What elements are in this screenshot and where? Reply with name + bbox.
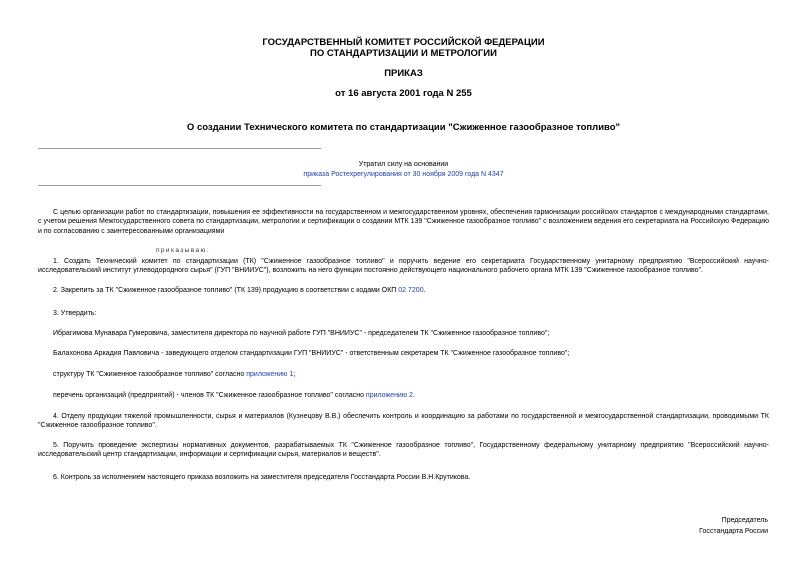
- document-type: ПРИКАЗ: [384, 68, 423, 79]
- status-note-line: Утратил силу на основании: [358, 161, 449, 168]
- item-3d-text: перечень организаций (предприятий) - членов ТК "Сжиженное газообразное топливо" согласно: [53, 392, 366, 399]
- item-2: [38, 286, 769, 295]
- signature-line-1: Председатель: [721, 517, 768, 524]
- item-5: 5. Поручить проведение экспертизы нормативных документов, разрабатываемых ТК "Сжиженное газообразное топливо", Государственному федеральному унитарному предприятию "Всероссийский научно-исследовательский центр стандартизации, информации и сертификации сырья, материалов и веществ".: [38, 442, 769, 459]
- order-word-row: [38, 246, 769, 255]
- okp-code-link[interactable]: 02 7200: [398, 287, 424, 294]
- document-subject: О создании Технического комитета по стандартизации "Сжиженное газообразное топливо": [186, 122, 621, 133]
- item-4: 4. Отделу продукции тяжелой промышленности, сырья и материалов (Кузнецову В.В.) обеспечить контроль и координацию за работами по государственной и межгосударственной стандартизации, проводимыми ТК "Сжиженное газообразное топливо".: [38, 413, 769, 430]
- item-2-end: .: [423, 287, 426, 294]
- header-line-1: ГОСУДАРСТВЕННЫЙ КОМИТЕТ РОССИЙСКОЙ ФЕДЕРАЦИИ: [262, 37, 545, 48]
- appendix-2-link[interactable]: приложению 2: [365, 392, 413, 399]
- item-3: 3. Утвердить:: [53, 310, 97, 317]
- item-3d: [38, 391, 769, 400]
- divider-top: [38, 148, 321, 149]
- appendix-1-link[interactable]: приложению 1: [246, 371, 294, 378]
- item-3d-end: .: [412, 392, 415, 399]
- repeal-order-link[interactable]: приказа Ростехрегулирования от 30 ноября 2009 года N 4347: [303, 171, 504, 178]
- header-line-2: ПО СТАНДАРТИЗАЦИИ И МЕТРОЛОГИИ: [310, 48, 497, 59]
- status-note-link-row: [0, 170, 807, 179]
- item-3b: Балахонова Аркадия Павловича - заведующего отделом стандартизации ГУП "ВНИИУС" - ответственным секретарем ТК "Сжиженное газообразное топливо";: [53, 350, 570, 357]
- item-3c-text: структуру ТК "Сжиженное газообразное топливо" согласно: [53, 371, 247, 378]
- signature-line-2: Госстандарта России: [699, 528, 768, 535]
- item-3a: Ибрагимова Мунавара Гумеровича, заместителя директора по научной работе ГУП "ВНИИУС" - председателем ТК "Сжиженное газообразное топливо";: [53, 330, 550, 337]
- item-3c-end: ;: [293, 371, 296, 378]
- item-6: 6. Контроль за исполнением настоящего приказа возложить на заместителя председателя Госстандарта России В.Н.Крутикова.: [53, 474, 471, 481]
- order-word: приказываю:: [156, 247, 211, 254]
- divider-bottom: [38, 185, 321, 186]
- item-1: 1. Создать Технический комитет по стандартизации (ТК) "Сжиженное газообразное топливо" и поручить ведение его секретариата Государственному унитарному предприятию "Всероссийский научно-исследовательский институт углеводородного сырья" (ГУП "ВНИИУС"), возложить на него функции постоянно действующего национального рабочего органа МТК 139 "Сжиженное газообразное топливо".: [38, 258, 769, 275]
- intro-paragraph: С целью организации работ по стандартизации, повышения ее эффективности на государственном и межгосударственном уровнях, обеспечения гармонизации российских стандартов с международными стандартами, с учетом решения Межгосударственного совета по стандартизации, метрологии и сертификации о создании МТК 139 "Сжиженное газообразное топливо" с возложением ведения его секретариата на Российскую Федерацию и по согласованию с заинтересованными организациями: [38, 209, 769, 235]
- item-3c: [38, 370, 769, 379]
- document-date-number: от 16 августа 2001 года N 255: [335, 88, 472, 99]
- item-2-text: 2. Закрепить за ТК "Сжиженное газообразное топливо" (ТК 139) продукцию в соответствии с кодами ОКП: [53, 287, 399, 294]
